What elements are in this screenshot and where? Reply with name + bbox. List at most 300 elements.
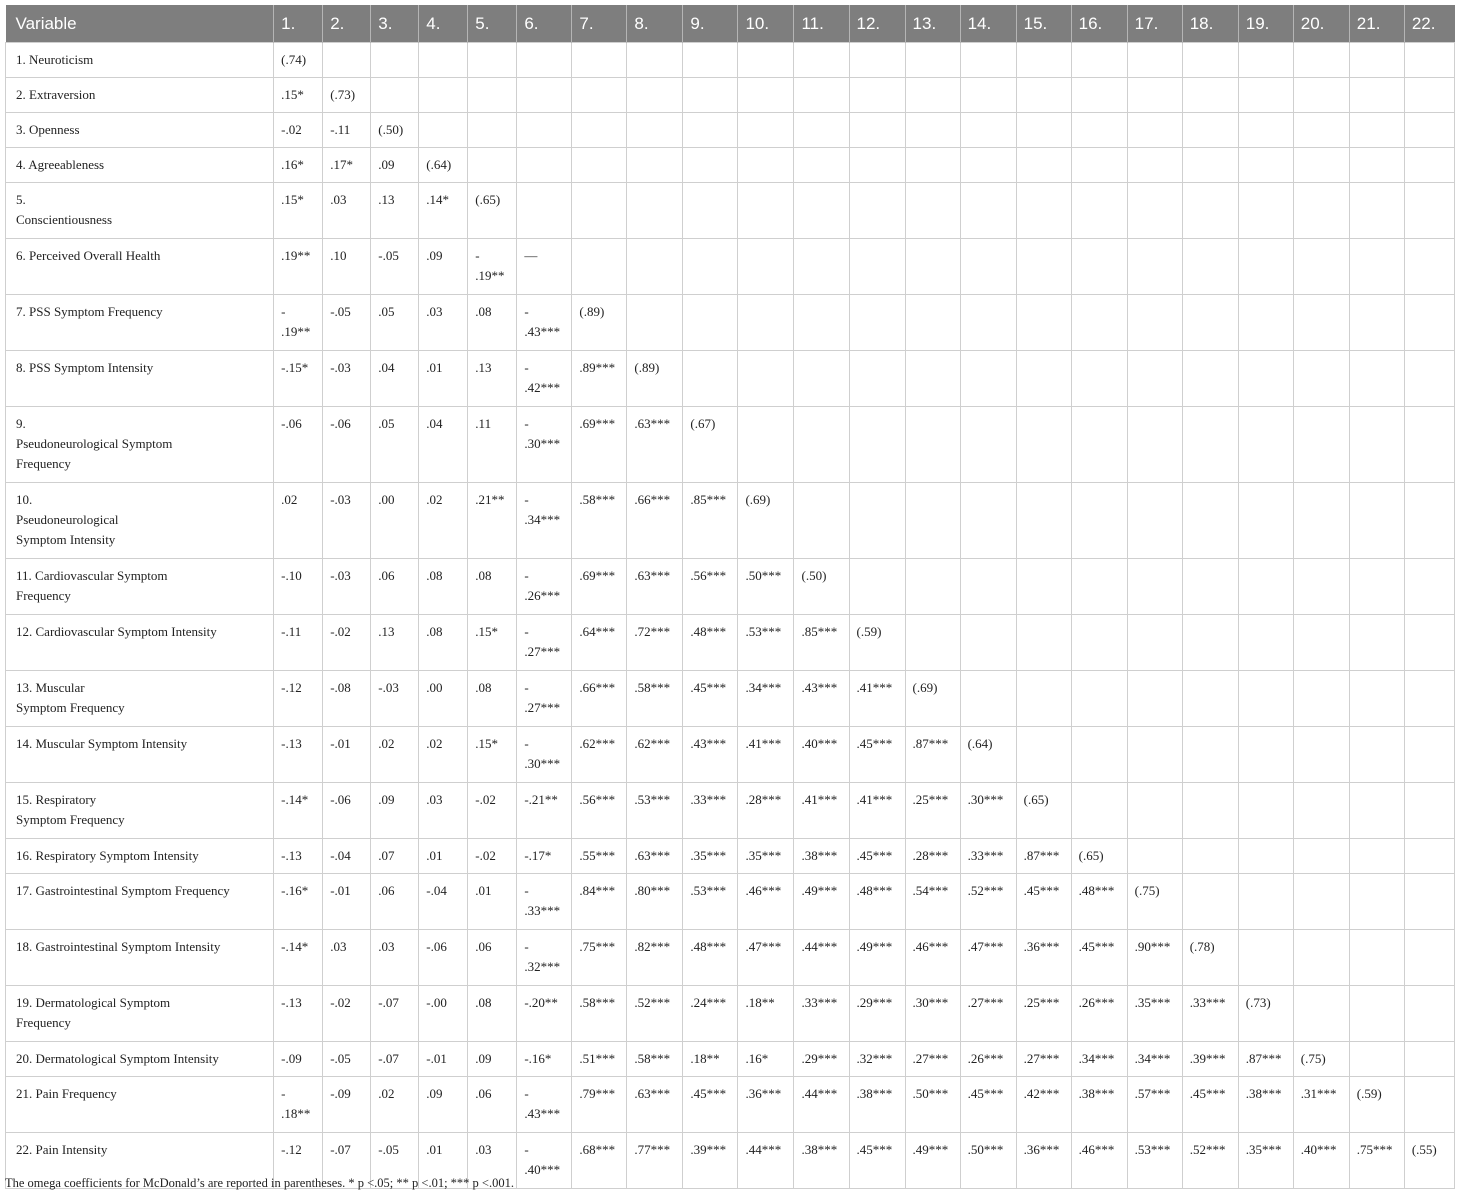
correlation-cell <box>1238 839 1293 874</box>
correlation-cell: .34*** <box>738 671 794 727</box>
correlation-cell: .03 <box>468 1133 517 1189</box>
correlation-cell: .02 <box>419 483 468 559</box>
correlation-cell <box>1349 727 1404 783</box>
correlation-cell <box>1127 671 1182 727</box>
column-header-10: 10. <box>738 5 794 43</box>
correlation-cell <box>1349 559 1404 615</box>
correlation-cell <box>1127 113 1182 148</box>
table-row <box>6 295 1455 351</box>
correlation-cell <box>627 239 683 295</box>
correlation-cell: .45*** <box>849 727 905 783</box>
correlation-cell <box>572 43 627 78</box>
correlation-cell: -.03 <box>323 351 371 407</box>
correlation-cell <box>1293 559 1349 615</box>
column-header-12: 12. <box>849 5 905 43</box>
table-row <box>6 483 1455 559</box>
correlation-cell <box>1404 986 1454 1042</box>
correlation-cell: .08 <box>419 615 468 671</box>
correlation-cell: .15* <box>274 183 323 239</box>
correlation-cell: .38*** <box>794 1133 849 1189</box>
correlation-cell <box>905 295 960 351</box>
correlation-cell: .02 <box>274 483 323 559</box>
column-header-7: 7. <box>572 5 627 43</box>
correlation-cell <box>1182 148 1238 183</box>
correlation-cell: .09 <box>468 1042 517 1077</box>
correlation-cell: .03 <box>371 930 419 986</box>
column-header-15: 15. <box>1016 5 1071 43</box>
table-row <box>6 874 1455 930</box>
correlation-cell <box>1404 148 1454 183</box>
correlation-cell <box>738 351 794 407</box>
correlation-cell: -.05 <box>371 1133 419 1189</box>
correlation-cell <box>1349 930 1404 986</box>
correlation-cell <box>1071 615 1127 671</box>
correlation-table <box>5 5 1455 1189</box>
correlation-cell <box>1127 351 1182 407</box>
correlation-cell: (.59) <box>849 615 905 671</box>
correlation-cell: -.02 <box>468 839 517 874</box>
correlation-cell <box>1182 78 1238 113</box>
correlation-cell: .58*** <box>572 986 627 1042</box>
correlation-cell <box>1182 43 1238 78</box>
correlation-cell <box>1404 43 1454 78</box>
correlation-cell: .89*** <box>572 351 627 407</box>
correlation-cell: .06 <box>371 874 419 930</box>
correlation-cell <box>738 78 794 113</box>
correlation-cell: .00 <box>371 483 419 559</box>
correlation-cell: - .43*** <box>517 1077 572 1133</box>
variable-label: 6. Perceived Overall Health <box>6 239 274 295</box>
correlation-cell <box>960 559 1016 615</box>
correlation-cell: .87*** <box>1238 1042 1293 1077</box>
correlation-cell: .01 <box>419 1133 468 1189</box>
correlation-cell <box>1071 295 1127 351</box>
correlation-cell: (.50) <box>794 559 849 615</box>
correlation-cell: -.11 <box>274 615 323 671</box>
correlation-cell <box>1182 615 1238 671</box>
correlation-cell <box>371 43 419 78</box>
correlation-cell: .55*** <box>572 839 627 874</box>
correlation-cell <box>1349 839 1404 874</box>
correlation-cell <box>419 78 468 113</box>
correlation-cell: .08 <box>468 295 517 351</box>
correlation-cell <box>960 148 1016 183</box>
correlation-cell <box>517 43 572 78</box>
correlation-cell: .41*** <box>849 783 905 839</box>
correlation-cell: .90*** <box>1127 930 1182 986</box>
correlation-cell: (.73) <box>323 78 371 113</box>
correlation-cell <box>849 351 905 407</box>
correlation-cell <box>1293 148 1349 183</box>
correlation-cell: .33*** <box>683 783 738 839</box>
table-row <box>6 183 1455 239</box>
correlation-cell <box>794 148 849 183</box>
correlation-cell <box>1016 559 1071 615</box>
correlation-cell: .82*** <box>627 930 683 986</box>
correlation-cell <box>1238 295 1293 351</box>
correlation-cell <box>1127 295 1182 351</box>
correlation-cell <box>905 407 960 483</box>
correlation-cell: .52*** <box>627 986 683 1042</box>
correlation-cell: .01 <box>468 874 517 930</box>
correlation-cell: .41*** <box>794 783 849 839</box>
correlation-cell: - .42*** <box>517 351 572 407</box>
correlation-cell <box>905 239 960 295</box>
correlation-cell: .13 <box>371 615 419 671</box>
correlation-cell <box>1293 615 1349 671</box>
correlation-cell <box>794 351 849 407</box>
correlation-cell <box>1238 78 1293 113</box>
correlation-cell: .16* <box>738 1042 794 1077</box>
correlation-cell <box>1293 113 1349 148</box>
correlation-cell: .15* <box>468 615 517 671</box>
variable-label: 18. Gastrointestinal Symptom Intensity <box>6 930 274 986</box>
correlation-cell: .36*** <box>738 1077 794 1133</box>
correlation-cell <box>1182 839 1238 874</box>
table-row <box>6 78 1455 113</box>
column-header-13: 13. <box>905 5 960 43</box>
correlation-cell: (.64) <box>960 727 1016 783</box>
correlation-cell: .57*** <box>1127 1077 1182 1133</box>
column-header-11: 11. <box>794 5 849 43</box>
correlation-cell: -.13 <box>274 727 323 783</box>
correlation-cell: .45*** <box>1016 874 1071 930</box>
correlation-cell <box>468 113 517 148</box>
correlation-cell: .53*** <box>738 615 794 671</box>
correlation-cell <box>1071 559 1127 615</box>
correlation-cell <box>683 183 738 239</box>
correlation-cell <box>1182 783 1238 839</box>
correlation-cell <box>905 483 960 559</box>
correlation-cell <box>849 559 905 615</box>
correlation-cell <box>683 295 738 351</box>
correlation-cell: .08 <box>468 559 517 615</box>
correlation-cell: .09 <box>371 148 419 183</box>
correlation-cell <box>794 78 849 113</box>
correlation-cell: (.75) <box>1127 874 1182 930</box>
table-footnote: The omega coefficients for McDonald’s are reported in parentheses. * p <.05; ** p <.01; *** p <.001. <box>5 1176 514 1190</box>
correlation-cell: .38*** <box>1238 1077 1293 1133</box>
correlation-cell <box>1071 407 1127 483</box>
correlation-cell: -.05 <box>323 1042 371 1077</box>
correlation-cell <box>1349 148 1404 183</box>
correlation-cell <box>1404 930 1454 986</box>
correlation-cell: .05 <box>371 295 419 351</box>
table-body <box>6 43 1455 1189</box>
correlation-cell <box>1404 874 1454 930</box>
correlation-cell <box>683 148 738 183</box>
correlation-cell: -.16* <box>517 1042 572 1077</box>
correlation-cell: -.10 <box>274 559 323 615</box>
correlation-cell: (.78) <box>1182 930 1238 986</box>
header-row <box>6 5 1455 43</box>
correlation-cell: -.14* <box>274 930 323 986</box>
correlation-cell <box>1238 148 1293 183</box>
correlation-cell <box>1182 727 1238 783</box>
correlation-cell <box>960 615 1016 671</box>
correlation-cell: .68*** <box>572 1133 627 1189</box>
correlation-cell <box>849 113 905 148</box>
correlation-cell <box>1238 671 1293 727</box>
correlation-cell: .06 <box>468 930 517 986</box>
correlation-cell <box>1127 839 1182 874</box>
correlation-cell <box>1293 839 1349 874</box>
correlation-cell <box>1349 986 1404 1042</box>
correlation-cell <box>1404 727 1454 783</box>
correlation-cell <box>960 295 1016 351</box>
correlation-cell <box>849 183 905 239</box>
correlation-cell: .43*** <box>794 671 849 727</box>
correlation-cell <box>1182 295 1238 351</box>
correlation-cell: .50*** <box>738 559 794 615</box>
variable-label: 1. Neuroticism <box>6 43 274 78</box>
correlation-cell <box>1238 113 1293 148</box>
correlation-cell: .58*** <box>572 483 627 559</box>
correlation-cell: .58*** <box>627 671 683 727</box>
correlation-cell: .40*** <box>794 727 849 783</box>
correlation-cell: .87*** <box>1016 839 1071 874</box>
variable-label: 21. Pain Frequency <box>6 1077 274 1133</box>
correlation-cell <box>960 113 1016 148</box>
correlation-cell <box>572 113 627 148</box>
correlation-cell: -.01 <box>419 1042 468 1077</box>
correlation-cell <box>905 78 960 113</box>
correlation-cell: .53*** <box>1127 1133 1182 1189</box>
correlation-cell: .36*** <box>1016 930 1071 986</box>
correlation-cell: .51*** <box>572 1042 627 1077</box>
correlation-cell: .17* <box>323 148 371 183</box>
correlation-cell: — <box>517 239 572 295</box>
correlation-cell: .01 <box>419 839 468 874</box>
correlation-cell <box>1071 783 1127 839</box>
correlation-cell <box>905 43 960 78</box>
correlation-cell <box>960 43 1016 78</box>
correlation-cell: .52*** <box>960 874 1016 930</box>
correlation-cell: -.03 <box>371 671 419 727</box>
correlation-cell <box>1349 295 1404 351</box>
correlation-cell <box>1349 351 1404 407</box>
correlation-cell: -.13 <box>274 839 323 874</box>
correlation-cell: .10 <box>323 239 371 295</box>
correlation-cell <box>1182 239 1238 295</box>
correlation-cell: .29*** <box>794 1042 849 1077</box>
correlation-cell <box>683 239 738 295</box>
correlation-cell: - .33*** <box>517 874 572 930</box>
correlation-cell: .49*** <box>849 930 905 986</box>
correlation-cell: .02 <box>371 1077 419 1133</box>
correlation-cell: .69*** <box>572 407 627 483</box>
correlation-cell <box>1238 874 1293 930</box>
correlation-cell: .16* <box>274 148 323 183</box>
correlation-cell <box>1127 559 1182 615</box>
correlation-cell <box>1016 183 1071 239</box>
correlation-cell <box>1404 615 1454 671</box>
variable-label: 12. Cardiovascular Symptom Intensity <box>6 615 274 671</box>
variable-label: 10. Pseudoneurological Symptom Intensity <box>6 483 274 559</box>
correlation-cell <box>627 78 683 113</box>
correlation-cell: .42*** <box>1016 1077 1071 1133</box>
correlation-cell <box>419 43 468 78</box>
correlation-cell: .45*** <box>849 839 905 874</box>
correlation-cell: .25*** <box>905 783 960 839</box>
correlation-cell: .41*** <box>849 671 905 727</box>
column-header-4: 4. <box>419 5 468 43</box>
correlation-cell <box>905 559 960 615</box>
correlation-cell: (.64) <box>419 148 468 183</box>
correlation-cell <box>1182 351 1238 407</box>
correlation-cell <box>1404 351 1454 407</box>
correlation-cell: (.55) <box>1404 1133 1454 1189</box>
correlation-cell: .30*** <box>905 986 960 1042</box>
correlation-cell: -.01 <box>323 727 371 783</box>
correlation-cell <box>1071 671 1127 727</box>
correlation-cell <box>738 407 794 483</box>
correlation-cell: .36*** <box>1016 1133 1071 1189</box>
correlation-cell <box>1293 930 1349 986</box>
correlation-cell: -.12 <box>274 1133 323 1189</box>
correlation-cell <box>572 183 627 239</box>
correlation-cell: .75*** <box>1349 1133 1404 1189</box>
correlation-cell <box>1182 183 1238 239</box>
column-header-16: 16. <box>1071 5 1127 43</box>
correlation-cell: .39*** <box>1182 1042 1238 1077</box>
correlation-cell <box>1071 113 1127 148</box>
correlation-cell: -.07 <box>371 1042 419 1077</box>
correlation-cell: .49*** <box>905 1133 960 1189</box>
table-row <box>6 671 1455 727</box>
correlation-cell: .39*** <box>683 1133 738 1189</box>
correlation-cell: -.04 <box>419 874 468 930</box>
correlation-cell: (.59) <box>1349 1077 1404 1133</box>
correlation-cell <box>960 239 1016 295</box>
correlation-cell: .63*** <box>627 559 683 615</box>
correlation-cell: .18** <box>683 1042 738 1077</box>
correlation-cell <box>1238 43 1293 78</box>
variable-label: 20. Dermatological Symptom Intensity <box>6 1042 274 1077</box>
correlation-cell <box>1016 407 1071 483</box>
correlation-cell: .44*** <box>794 1077 849 1133</box>
table-row <box>6 1077 1455 1133</box>
column-header-3: 3. <box>371 5 419 43</box>
correlation-cell: (.65) <box>1016 783 1071 839</box>
correlation-cell: -.02 <box>274 113 323 148</box>
correlation-cell: .79*** <box>572 1077 627 1133</box>
column-header-19: 19. <box>1238 5 1293 43</box>
correlation-cell <box>1016 671 1071 727</box>
correlation-cell: .56*** <box>572 783 627 839</box>
correlation-cell: -.02 <box>323 615 371 671</box>
correlation-cell: .38*** <box>794 839 849 874</box>
correlation-cell <box>1127 148 1182 183</box>
correlation-cell <box>1071 183 1127 239</box>
correlation-cell: .46*** <box>1071 1133 1127 1189</box>
correlation-cell <box>419 113 468 148</box>
table-row <box>6 727 1455 783</box>
correlation-cell <box>1238 783 1293 839</box>
correlation-cell: .38*** <box>849 1077 905 1133</box>
correlation-cell <box>794 239 849 295</box>
correlation-cell <box>1016 78 1071 113</box>
correlation-cell: .15* <box>274 78 323 113</box>
correlation-cell: .52*** <box>1182 1133 1238 1189</box>
correlation-cell <box>960 183 1016 239</box>
correlation-cell <box>627 113 683 148</box>
correlation-cell: .80*** <box>627 874 683 930</box>
correlation-cell: .02 <box>371 727 419 783</box>
correlation-cell: .46*** <box>905 930 960 986</box>
correlation-cell <box>1293 783 1349 839</box>
correlation-cell: (.65) <box>468 183 517 239</box>
correlation-cell: .08 <box>419 559 468 615</box>
variable-label: 13. Muscular Symptom Frequency <box>6 671 274 727</box>
correlation-cell <box>1071 727 1127 783</box>
correlation-cell <box>738 239 794 295</box>
correlation-cell: -.05 <box>323 295 371 351</box>
correlation-cell <box>517 78 572 113</box>
correlation-cell: (.73) <box>1238 986 1293 1042</box>
correlation-cell: .00 <box>419 671 468 727</box>
correlation-cell: - .27*** <box>517 615 572 671</box>
correlation-cell <box>1127 483 1182 559</box>
correlation-cell: - .26*** <box>517 559 572 615</box>
column-header-21: 21. <box>1349 5 1404 43</box>
correlation-cell <box>1071 239 1127 295</box>
column-header-18: 18. <box>1182 5 1238 43</box>
correlation-cell <box>1349 1042 1404 1077</box>
correlation-cell <box>1404 1077 1454 1133</box>
correlation-cell <box>1293 43 1349 78</box>
correlation-cell <box>1293 183 1349 239</box>
correlation-cell <box>1016 483 1071 559</box>
variable-label: 4. Agreeableness <box>6 148 274 183</box>
variable-label: 22. Pain Intensity <box>6 1133 274 1189</box>
correlation-cell: .35*** <box>1127 986 1182 1042</box>
correlation-cell: (.75) <box>1293 1042 1349 1077</box>
correlation-cell: - .30*** <box>517 727 572 783</box>
correlation-cell: .09 <box>371 783 419 839</box>
correlation-cell: .27*** <box>960 986 1016 1042</box>
correlation-cell: .27*** <box>1016 1042 1071 1077</box>
variable-label: 15. Respiratory Symptom Frequency <box>6 783 274 839</box>
correlation-cell <box>1016 615 1071 671</box>
correlation-cell <box>1127 239 1182 295</box>
correlation-cell <box>1182 113 1238 148</box>
correlation-cell: .45*** <box>683 1077 738 1133</box>
table-row <box>6 351 1455 407</box>
correlation-cell: .41*** <box>738 727 794 783</box>
correlation-cell <box>1238 183 1293 239</box>
column-header-17: 17. <box>1127 5 1182 43</box>
correlation-cell: (.69) <box>905 671 960 727</box>
correlation-cell <box>1238 351 1293 407</box>
correlation-cell <box>1182 671 1238 727</box>
correlation-cell: (.74) <box>274 43 323 78</box>
correlation-cell: -.06 <box>419 930 468 986</box>
correlation-cell: - .34*** <box>517 483 572 559</box>
correlation-cell <box>1404 295 1454 351</box>
correlation-cell: .48*** <box>683 930 738 986</box>
correlation-cell: .06 <box>468 1077 517 1133</box>
correlation-cell <box>794 483 849 559</box>
correlation-cell: .49*** <box>794 874 849 930</box>
correlation-cell: (.67) <box>683 407 738 483</box>
correlation-cell: -.15* <box>274 351 323 407</box>
correlation-cell: .75*** <box>572 930 627 986</box>
correlation-cell <box>849 239 905 295</box>
correlation-cell: .02 <box>419 727 468 783</box>
correlation-cell <box>1016 727 1071 783</box>
correlation-cell <box>849 78 905 113</box>
